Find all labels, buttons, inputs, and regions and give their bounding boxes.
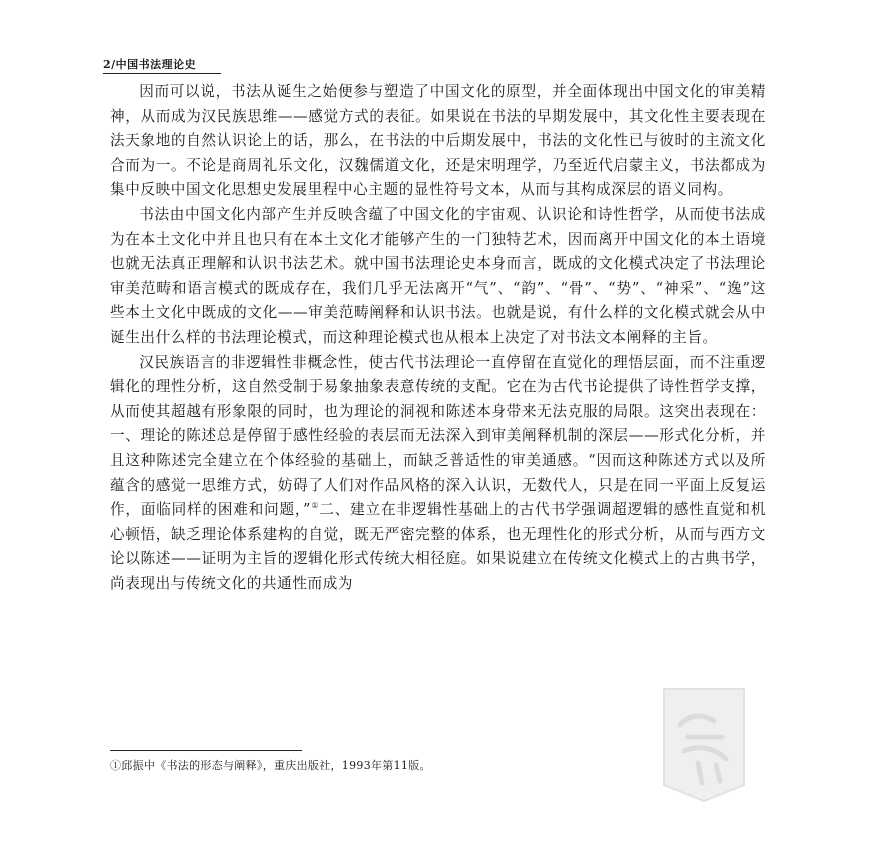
paragraph-3-part-2: 二、建立在非逻辑性基础上的古代书学强调超逻辑的感性直觉和机心顿悟，缺乏理论体系建构的自觉，既无严密完整的体系，也无理性化的形式分析，从而与西方文论以陈述——证明为主旨的逻辑化形式传统大相径庭。如果说建立在传统文化模式上的古典书学，尚表现出与传统文化的共通性而成为 bbox=[110, 501, 767, 592]
main-text bbox=[110, 80, 766, 596]
library-stamp-watermark-icon bbox=[658, 685, 750, 805]
header-rule bbox=[103, 73, 221, 74]
paragraph-2: 书法由中国文化内部产生并反映含蕴了中国文化的宇宙观、认识论和诗性哲学，从而使书法成为在本土文化中并且也只有在本土文化才能够产生的一门独特艺术，因而离开中国文化的本土语境也就无法真正理解和认识书法艺术。就中国书法理论史本身而言，既成的文化模式决定了书法理论审美范畴和语言模式的既成存在，我们几乎无法离开“气”、“韵”、“骨”、“势”、“神采”、“逸”这些本土文化中既成的文化——审美范畴阐释和认识书法。也就是说，有什么样的文化模式就会从中诞生出什么样的书法理论模式，而这种理论模式也从根本上决定了对书法文本阐释的主旨。 bbox=[110, 205, 766, 346]
running-header: 2/中国书法理论史 bbox=[103, 58, 197, 71]
footnote-reference: ① bbox=[311, 501, 320, 511]
footnote: ①邱振中《书法的形态与阐释》，重庆出版社，1993年第11版。 bbox=[110, 759, 431, 772]
footnote-rule bbox=[110, 750, 302, 751]
paragraph-3 bbox=[110, 351, 766, 597]
paragraph-1: 因而可以说，书法从诞生之始便参与塑造了中国文化的原型，并全面体现出中国文化的审美精神，从而成为汉民族思维——感觉方式的表征。如果说在书法的早期发展中，其文化性主要表现在法天象地的自然认识论上的话，那么，在书法的中后期发展中，书法的文化性已与彼时的主流文化合而为一。不论是商周礼乐文化，汉魏儒道文化，还是宋明理学，乃至近代启蒙主义，书法都成为集中反映中国文化思想史发展里程中心主题的显性符号文本，从而与其构成深层的语义同构。 bbox=[110, 83, 766, 199]
paragraph-3-part-1: 汉民族语言的非逻辑性非概念性，使古代书法理论一直停留在直觉化的理悟层面，而不注重逻辑化的理性分析，这自然受制于易象抽象表意传统的支配。它在为古代书论提供了诗性哲学支撑，从而使其超越有形象限的同时，也为理论的洞视和陈述本身带来无法克服的局限。这突出表现在：一、理论的陈述总是停留于感性经验的表层而无法深入到审美阐释机制的深层——形式化分析，并且这种陈述完全建立在个体经验的基础上，而缺乏普适性的审美通感。“因而这种陈述方式以及所蕴含的感觉一思维方式，妨碍了人们对作品风格的深入认识，无数代人，只是在同一平面上反复运作，面临同样的困难和问题，” bbox=[110, 353, 766, 519]
